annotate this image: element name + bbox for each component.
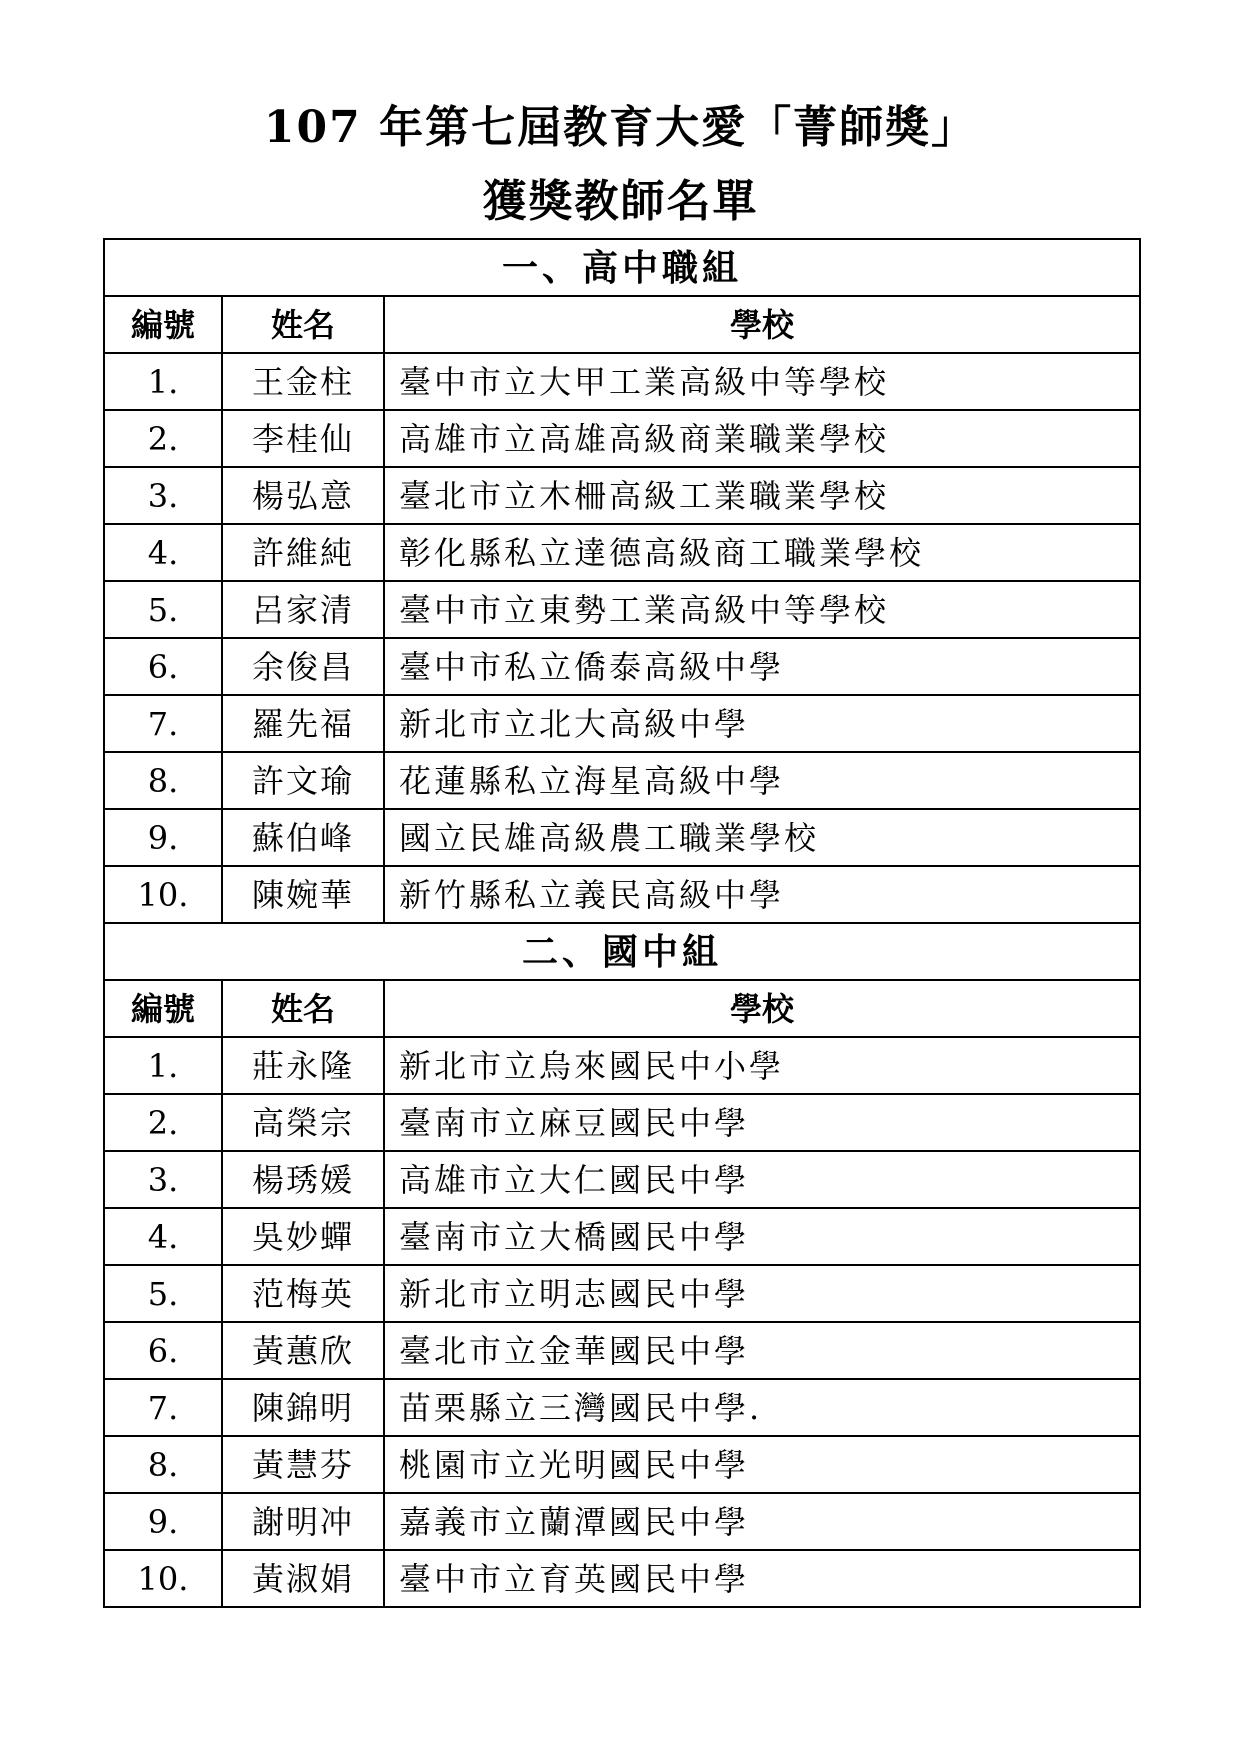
teacher-name: 黃淑娟 <box>222 1550 384 1607</box>
table-row <box>104 1037 1140 1094</box>
header-number: 編號 <box>104 980 222 1037</box>
row-number: 6. <box>104 638 222 695</box>
school-name: 彰化縣私立達德高級商工職業學校 <box>384 524 1140 581</box>
table-row <box>104 410 1140 467</box>
table-row <box>104 467 1140 524</box>
table-row <box>104 866 1140 923</box>
row-number: 4. <box>104 1208 222 1265</box>
school-name: 臺南市立大橋國民中學 <box>384 1208 1140 1265</box>
table-row <box>104 1550 1140 1607</box>
school-name: 臺中市私立僑泰高級中學 <box>384 638 1140 695</box>
header-name: 姓名 <box>222 296 384 353</box>
table-row <box>104 638 1140 695</box>
header-row <box>104 980 1140 1037</box>
teacher-name: 陳錦明 <box>222 1379 384 1436</box>
teacher-name: 謝明冲 <box>222 1493 384 1550</box>
teacher-name: 楊弘意 <box>222 467 384 524</box>
table-row <box>104 695 1140 752</box>
header-school: 學校 <box>384 980 1140 1037</box>
section-row <box>104 923 1140 980</box>
school-name: 高雄市立大仁國民中學 <box>384 1151 1140 1208</box>
teacher-name: 余俊昌 <box>222 638 384 695</box>
header-school: 學校 <box>384 296 1140 353</box>
table-row <box>104 1322 1140 1379</box>
school-name: 高雄市立高雄高級商業職業學校 <box>384 410 1140 467</box>
row-number: 1. <box>104 353 222 410</box>
teacher-name: 李桂仙 <box>222 410 384 467</box>
table-row <box>104 752 1140 809</box>
roster-body <box>104 239 1140 1607</box>
row-number: 7. <box>104 695 222 752</box>
row-number: 5. <box>104 581 222 638</box>
teacher-name: 陳婉華 <box>222 866 384 923</box>
school-name: 臺南市立麻豆國民中學 <box>384 1094 1140 1151</box>
table-row <box>104 353 1140 410</box>
table-row <box>104 1208 1140 1265</box>
table-row <box>104 524 1140 581</box>
table-row <box>104 1094 1140 1151</box>
teacher-name: 許維純 <box>222 524 384 581</box>
row-number: 10. <box>104 866 222 923</box>
teacher-name: 范梅英 <box>222 1265 384 1322</box>
school-name: 新北市立烏來國民中小學 <box>384 1037 1140 1094</box>
award-roster-table <box>103 238 1141 1608</box>
teacher-name: 羅先福 <box>222 695 384 752</box>
row-number: 4. <box>104 524 222 581</box>
teacher-name: 蘇伯峰 <box>222 809 384 866</box>
table-row <box>104 1265 1140 1322</box>
school-name: 臺中市立大甲工業高級中等學校 <box>384 353 1140 410</box>
school-name: 嘉義市立蘭潭國民中學 <box>384 1493 1140 1550</box>
table-row <box>104 581 1140 638</box>
teacher-name: 許文瑜 <box>222 752 384 809</box>
document-subtitle: 獲獎教師名單 <box>482 176 759 227</box>
row-number: 3. <box>104 467 222 524</box>
row-number: 2. <box>104 1094 222 1151</box>
school-name: 臺中市立東勢工業高級中等學校 <box>384 581 1140 638</box>
teacher-name: 黃慧芬 <box>222 1436 384 1493</box>
school-name: 新竹縣私立義民高級中學 <box>384 866 1140 923</box>
row-number: 6. <box>104 1322 222 1379</box>
school-name: 苗栗縣立三灣國民中學. <box>384 1379 1140 1436</box>
teacher-name: 高榮宗 <box>222 1094 384 1151</box>
row-number: 9. <box>104 1493 222 1550</box>
school-name: 桃園市立光明國民中學 <box>384 1436 1140 1493</box>
school-name: 臺北市立木柵高級工業職業學校 <box>384 467 1140 524</box>
school-name: 國立民雄高級農工職業學校 <box>384 809 1140 866</box>
header-row <box>104 296 1140 353</box>
header-name: 姓名 <box>222 980 384 1037</box>
teacher-name: 王金柱 <box>222 353 384 410</box>
document-title: 107 年第七屆教育大愛「菁師獎」 <box>263 102 978 153</box>
row-number: 8. <box>104 1436 222 1493</box>
header-number: 編號 <box>104 296 222 353</box>
row-number: 1. <box>104 1037 222 1094</box>
row-number: 9. <box>104 809 222 866</box>
teacher-name: 吳妙蟬 <box>222 1208 384 1265</box>
teacher-name: 黃蕙欣 <box>222 1322 384 1379</box>
school-name: 臺中市立育英國民中學 <box>384 1550 1140 1607</box>
school-name: 臺北市立金華國民中學 <box>384 1322 1140 1379</box>
table-row <box>104 809 1140 866</box>
teacher-name: 呂家清 <box>222 581 384 638</box>
row-number: 3. <box>104 1151 222 1208</box>
table-row <box>104 1379 1140 1436</box>
table-row <box>104 1493 1140 1550</box>
row-number: 5. <box>104 1265 222 1322</box>
teacher-name: 莊永隆 <box>222 1037 384 1094</box>
school-name: 新北市立北大高級中學 <box>384 695 1140 752</box>
row-number: 8. <box>104 752 222 809</box>
teacher-name: 楊琇媛 <box>222 1151 384 1208</box>
section-title: 一、高中職組 <box>104 239 1140 296</box>
row-number: 10. <box>104 1550 222 1607</box>
table-row <box>104 1436 1140 1493</box>
section-row <box>104 239 1140 296</box>
school-name: 新北市立明志國民中學 <box>384 1265 1140 1322</box>
row-number: 7. <box>104 1379 222 1436</box>
section-title: 二、國中組 <box>104 923 1140 980</box>
table-row <box>104 1151 1140 1208</box>
school-name: 花蓮縣私立海星高級中學 <box>384 752 1140 809</box>
row-number: 2. <box>104 410 222 467</box>
